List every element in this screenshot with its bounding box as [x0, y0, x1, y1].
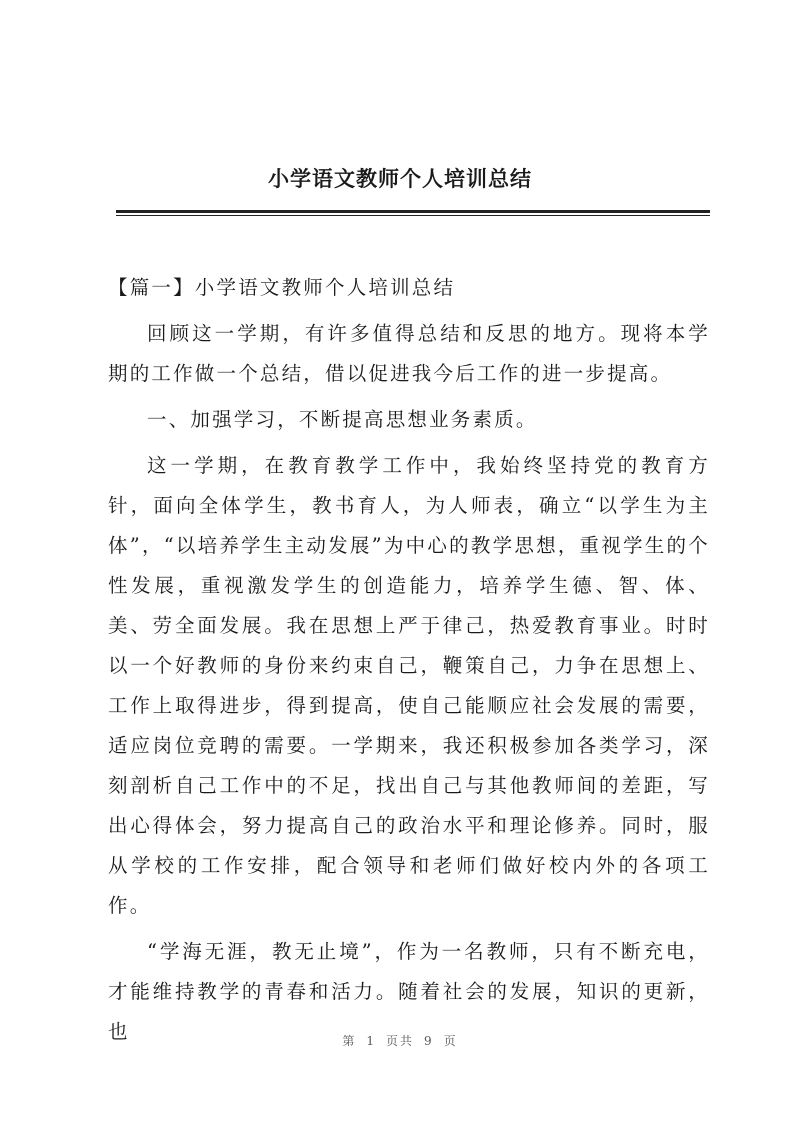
paragraph: 这一学期，在教育教学工作中，我始终坚持党的教育方针，面向全体学生，教书育人，为人师表，确立“以学生为主体”，“以培养学生主动发展”为中心的教学思想，重视学生的个性发展，重视激发学生的创造能力，培养学生德、智、体、美、劳全面发展。我在思想上严于律己，热爱教育事业。时时以一个好教师的身份来约束自己，鞭策自己，力争在思想上、工作上取得进步，得到提高，使自己能顺应社会发展的需要，适应岗位竞聘的需要。一学期来，我还积极参加各类学习，深刻剖析自己工作中的不足，找出自己与其他教师间的差距，写出心得体会，努力提高自己的政治水平和理论修养。同时，服从学校的工作安排，配合领导和老师们做好校内外的各项工作。 — [108, 454, 710, 917]
section-heading: 【篇一】小学语文教师个人培训总结 — [108, 276, 456, 299]
paragraph: “学海无涯，教无止境”，作为一名教师，只有不断充电，才能维持教学的青春和活力。随着社会的发展，知识的更新，也 — [108, 940, 710, 1043]
document-title: 小学语文教师个人培训总结 — [268, 166, 532, 191]
title-divider — [116, 210, 710, 213]
footer-prefix: 第 — [342, 1034, 357, 1048]
paragraph: 回顾这一学期，有许多值得总结和反思的地方。现将本学期的工作做一个总结，借以促进我今后工作的进一步提高。 — [108, 322, 710, 385]
footer-suffix: 页 — [443, 1034, 458, 1048]
page-footer — [0, 1032, 800, 1049]
current-page-number: 1 — [366, 1034, 376, 1048]
document-body — [108, 268, 710, 1058]
paragraph: 一、加强学习，不断提高思想业务素质。 — [147, 408, 538, 431]
footer-middle: 页共 — [385, 1034, 414, 1048]
total-page-count: 9 — [424, 1034, 434, 1048]
